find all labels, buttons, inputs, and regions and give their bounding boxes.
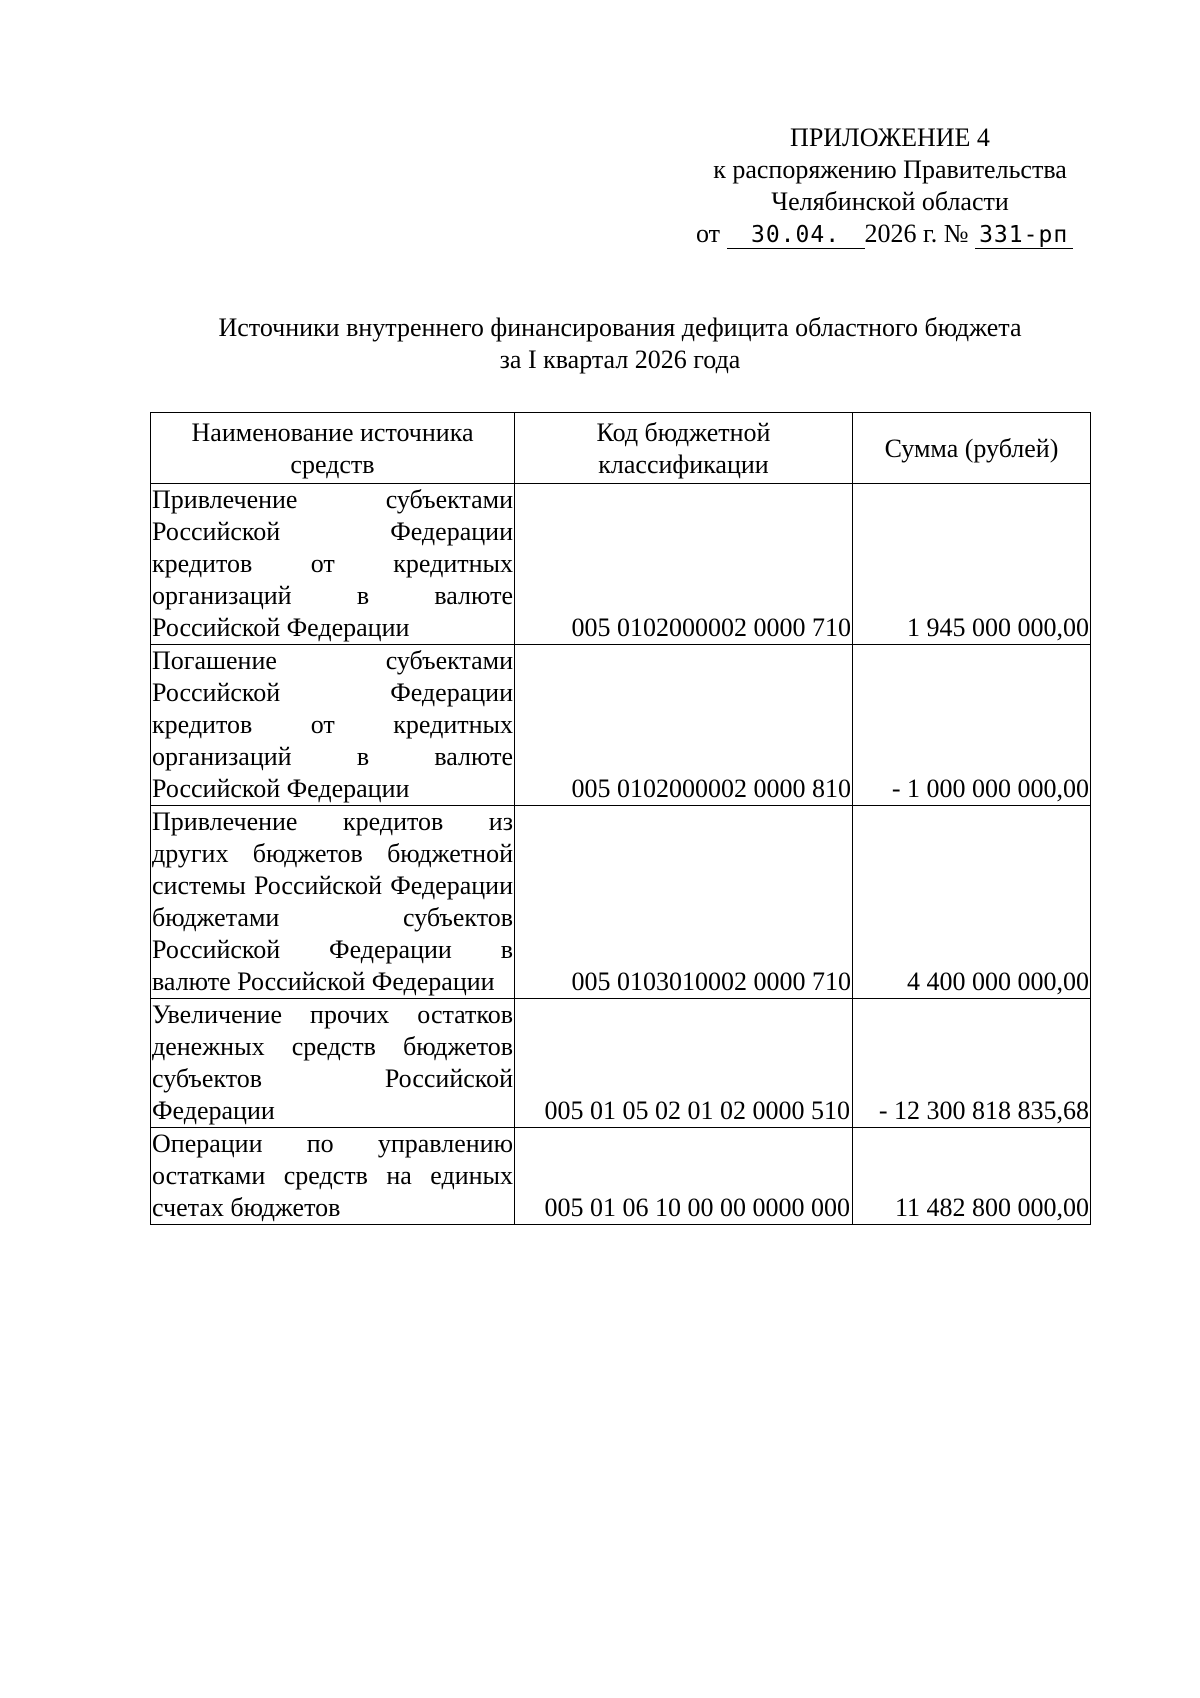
appendix-reference [690,218,1090,250]
classification-code: 005 01 05 02 01 02 0000 510 [515,999,853,1128]
classification-code: 005 0102000002 0000 710 [515,484,853,645]
from-label: от [696,219,721,248]
document-title-line2: за I квартал 2026 года [499,345,741,374]
classification-code: 005 01 06 10 00 00 0000 000 [515,1128,853,1225]
source-name: Увеличение прочих остатков денежных средств бюджетов субъектов Российской Федерации [151,999,515,1128]
source-name: Погашение субъектами Российской Федерации кредитов от кредитных организаций в валюте Российской Федерации [151,645,515,806]
date-field: 30.04. [727,222,865,249]
appendix-title: ПРИЛОЖЕНИЕ 4 [790,123,990,152]
year-number-label: 2026 г. № [864,219,969,248]
classification-code: 005 0102000002 0000 810 [515,645,853,806]
source-name: Привлечение субъектами Российской Федерации кредитов от кредитных организаций в валюте Российской Федерации [151,484,515,645]
source-name: Операции по управлению остатками средств на единых счетах бюджетов [151,1128,515,1225]
appendix-line-region: Челябинской области [771,187,1009,216]
header-source-name: Наименование источника средств [151,413,515,484]
appendix-header [690,122,1090,250]
amount: - 12 300 818 835,68 [853,999,1091,1128]
appendix-line-order: к распоряжению Правительства [713,155,1067,184]
financing-sources-table [150,412,1091,1225]
table-row [151,1128,1091,1225]
amount: - 1 000 000 000,00 [853,645,1091,806]
document-title [150,312,1090,376]
table-row [151,999,1091,1128]
amount: 11 482 800 000,00 [853,1128,1091,1225]
table-row [151,806,1091,999]
order-number-field: 331-рп [975,222,1073,249]
amount: 1 945 000 000,00 [853,484,1091,645]
amount: 4 400 000 000,00 [853,806,1091,999]
table-row [151,645,1091,806]
header-amount: Сумма (рублей) [853,413,1091,484]
header-classification-code: Код бюджетной классификации [515,413,853,484]
document-title-line1: Источники внутреннего финансирования дефицита областного бюджета [218,313,1022,342]
source-name: Привлечение кредитов из других бюджетов бюджетной системы Российской Федерации бюджетами субъектов Российской Федерации в валюте Российской Федерации [151,806,515,999]
classification-code: 005 0103010002 0000 710 [515,806,853,999]
table-row [151,484,1091,645]
table-header-row [151,413,1091,484]
